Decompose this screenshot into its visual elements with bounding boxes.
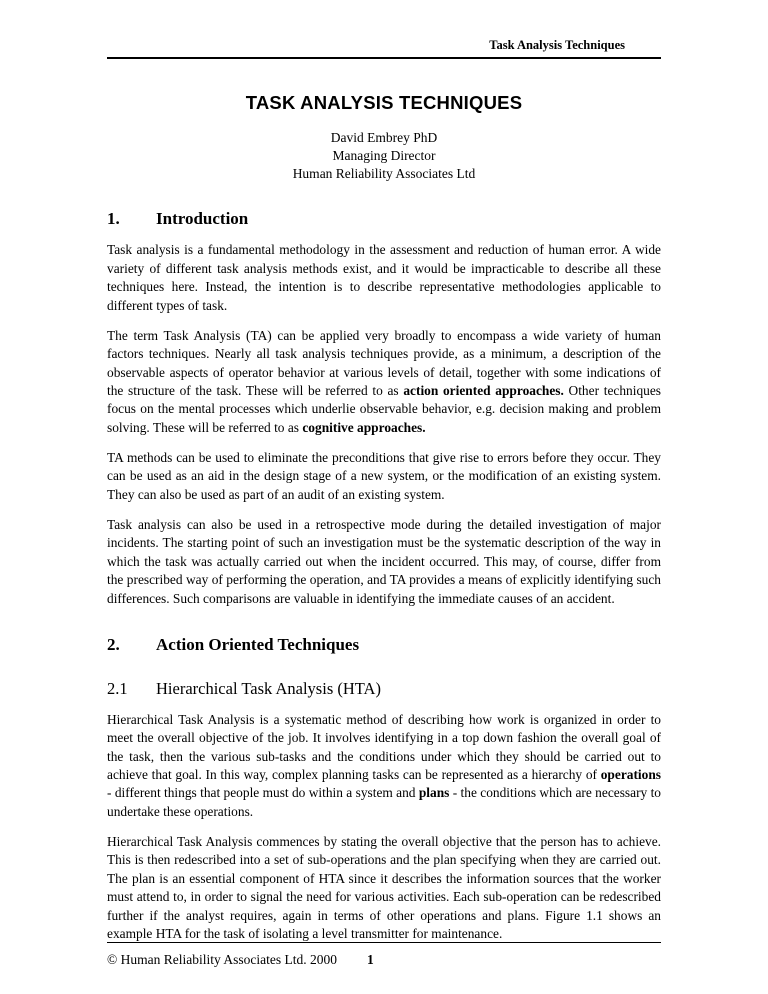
header-rule bbox=[107, 57, 661, 59]
author-name: David Embrey PhD bbox=[330, 130, 438, 145]
subsection-heading-hta bbox=[107, 679, 661, 699]
section-label: Hierarchical Task Analysis (HTA) bbox=[156, 678, 381, 698]
author-role: Managing Director bbox=[332, 147, 436, 163]
paragraph: Task analysis is a fundamental methodology in the assessment and reduction of human error. A wide variety of different task analysis methods exist, and it would be impracticable to describe all these techniques here. Instead, the intention is to describe representative methodologies applicable to different types of task. bbox=[107, 242, 661, 313]
page-footer bbox=[107, 942, 661, 968]
section-number: 2. bbox=[107, 634, 120, 654]
page-number: 1 bbox=[366, 952, 374, 967]
paragraph: Hierarchical Task Analysis is a systematic method of describing how work is organized in order to meet the overall objective of the job. It involves identifying in a top down fashion the overall goal of the task, then the various sub-tasks and the conditions under which they should be carried out to achieve that goal. In this way, complex planning tasks can be represented as a hierarchy of operations - different things that people must do within a system and plans - the conditions which are necessary to undertake these operations. bbox=[107, 711, 661, 819]
section-label: Action Oriented Techniques bbox=[156, 634, 360, 654]
section-number: 1. bbox=[107, 209, 120, 229]
copyright-notice: © Human Reliability Associates Ltd. 2000 bbox=[107, 952, 337, 967]
author-block bbox=[107, 129, 661, 182]
paragraph: Hierarchical Task Analysis commences by stating the overall objective that the person has to achieve. This is then redescribed into a set of sub-operations and the plan specifying when they are carried out. The plan is an essential component of HTA since it describes the information sources that the worker must attend to, in order to signal the need for various activities. Each sub-operation can be redescribed further if the analyst requires, again in terms of other operations and plans. Figure 1.1 shows an example HTA for the task of isolating a level transmitter for maintenance. bbox=[107, 834, 661, 941]
footer-rule bbox=[107, 942, 661, 943]
page-title: TASK ANALYSIS TECHNIQUES bbox=[245, 92, 523, 113]
paragraph: TA methods can be used to eliminate the preconditions that give rise to errors before they occur. They can be used as an aid in the design stage of a new system, or the modification of an existing system. They can also be used as part of an audit of an existing system. bbox=[107, 450, 661, 502]
section-heading-action-oriented-techniques bbox=[107, 635, 661, 655]
section-label: Introduction bbox=[156, 209, 249, 229]
author-company: Human Reliability Associates Ltd bbox=[292, 165, 476, 181]
paragraph: The term Task Analysis (TA) can be applied very broadly to encompass a wide variety of human factors techniques. Nearly all task analysis techniques provide, as a minimum, a description of the observable aspects of operator behavior at various levels of detail, together with some indications of the structure of the task. These will be referred to as action oriented approaches. Other techniques focus on the mental processes which underlie observable behavior, e.g. decision making and problem solving. These will be referred to as cognitive approaches. bbox=[107, 327, 661, 435]
section-heading-introduction bbox=[107, 209, 661, 229]
section-number: 2.1 bbox=[107, 678, 128, 698]
running-title: Task Analysis Techniques bbox=[489, 38, 625, 52]
paragraph: Task analysis can also be used in a retrospective mode during the detailed investigation of major incidents. The starting point of such an investigation must be the systematic description of the way in which the task was actually carried out when the incident occurred. This may, of course, differ from the prescribed way of performing the operation, and TA provides a means of explicitly identifying such differences. Such comparisons are valuable in identifying the immediate causes of an accident. bbox=[107, 517, 661, 606]
